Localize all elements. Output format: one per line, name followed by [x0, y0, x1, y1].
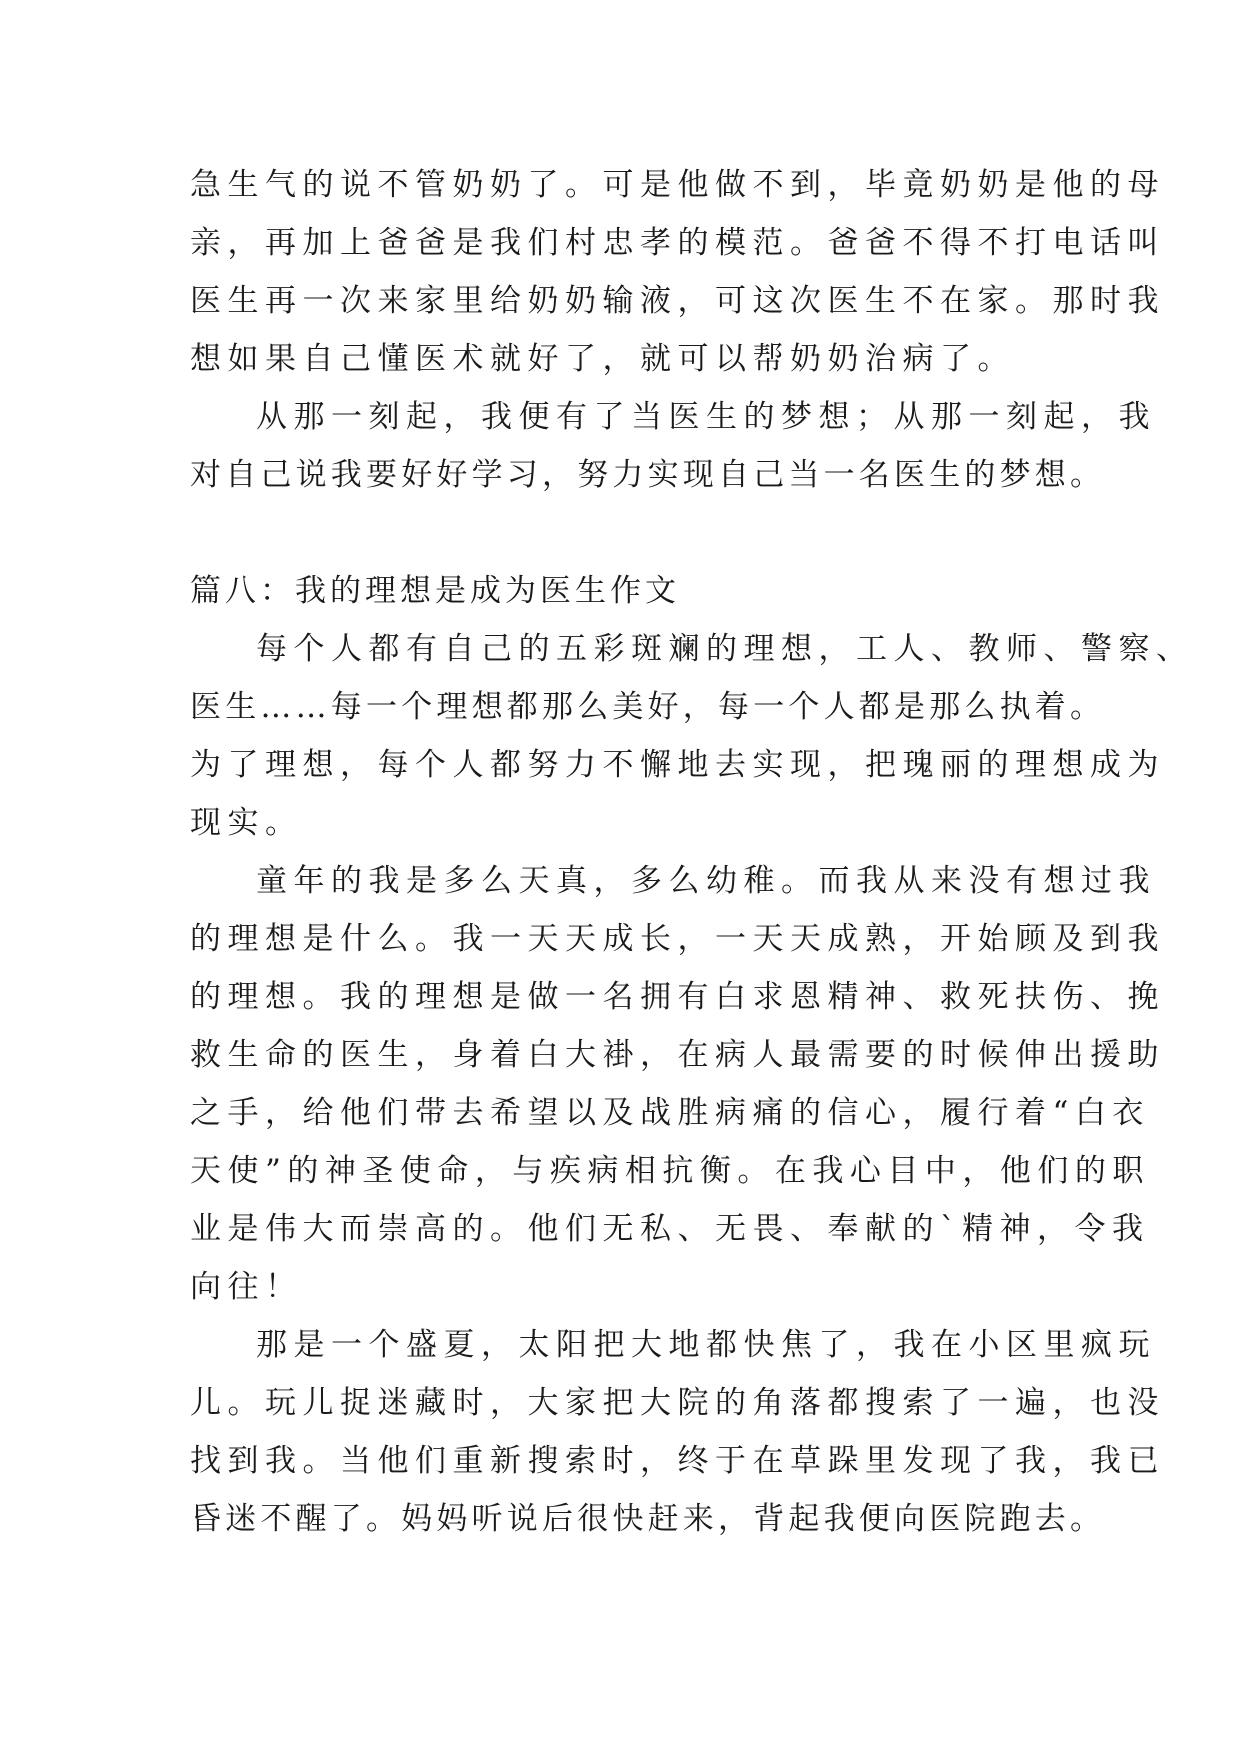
text-line: 医生……每一个理想都那么美好，每一个人都是那么执着。 — [190, 689, 1106, 725]
text-line: 现实。 — [190, 805, 303, 841]
paragraph-first-line: 那是一个盛夏，太阳把大地都快焦了，我在小区里疯玩 — [256, 1327, 1156, 1363]
text-line: 找到我。当他们重新搜索时，终于在草跺里发现了我，我已 — [190, 1443, 1165, 1479]
document-body — [190, 156, 1194, 1548]
section-heading: 篇八：我的理想是成为医生作文 — [190, 573, 680, 609]
text-line: 为了理想，每个人都努力不懈地去实现，把瑰丽的理想成为 — [190, 747, 1165, 783]
text-line: 亲，再加上爸爸是我们村忠孝的模范。爸爸不得不打电话叫 — [190, 225, 1165, 261]
text-line: 业是伟大而崇高的。他们无私、无畏、奉献的`精神，令我 — [190, 1211, 1150, 1247]
text-line: 救生命的医生，身着白大褂，在病人最需要的时候伸出援助 — [190, 1037, 1165, 1073]
paragraph-first-line: 从那一刻起，我便有了当医生的梦想；从那一刻起，我 — [256, 399, 1156, 435]
text-line: 的理想是什么。我一天天成长，一天天成熟，开始顾及到我 — [190, 921, 1165, 957]
text-line: 之手，给他们带去希望以及战胜病痛的信心，履行着“白衣 — [190, 1095, 1150, 1131]
text-line: 的理想。我的理想是做一名拥有白求恩精神、救死扶伤、挽 — [190, 979, 1165, 1015]
text-line: 急生气的说不管奶奶了。可是他做不到，毕竟奶奶是他的母 — [190, 167, 1165, 203]
text-line: 儿。玩儿捉迷藏时，大家把大院的角落都搜索了一遍，也没 — [190, 1385, 1165, 1421]
text-line: 对自己说我要好好学习，努力实现自己当一名医生的梦想。 — [190, 457, 1106, 493]
text-line: 昏迷不醒了。妈妈听说后很快赶来，背起我便向医院跑去。 — [190, 1501, 1106, 1537]
paragraph-first-line: 童年的我是多么天真，多么幼稚。而我从来没有想过我 — [256, 863, 1156, 899]
text-line: 医生再一次来家里给奶奶输液，可这次医生不在家。那时我 — [190, 283, 1165, 319]
text-line: 天使”的神圣使命，与疾病相抗衡。在我心目中，他们的职 — [190, 1153, 1150, 1189]
text-line: 想如果自己懂医术就好了，就可以帮奶奶治病了。 — [190, 341, 1015, 377]
text-line: 向往！ — [190, 1269, 303, 1305]
paragraph-first-line: 每个人都有自己的五彩斑斓的理想，工人、教师、警察、 — [256, 631, 1194, 667]
